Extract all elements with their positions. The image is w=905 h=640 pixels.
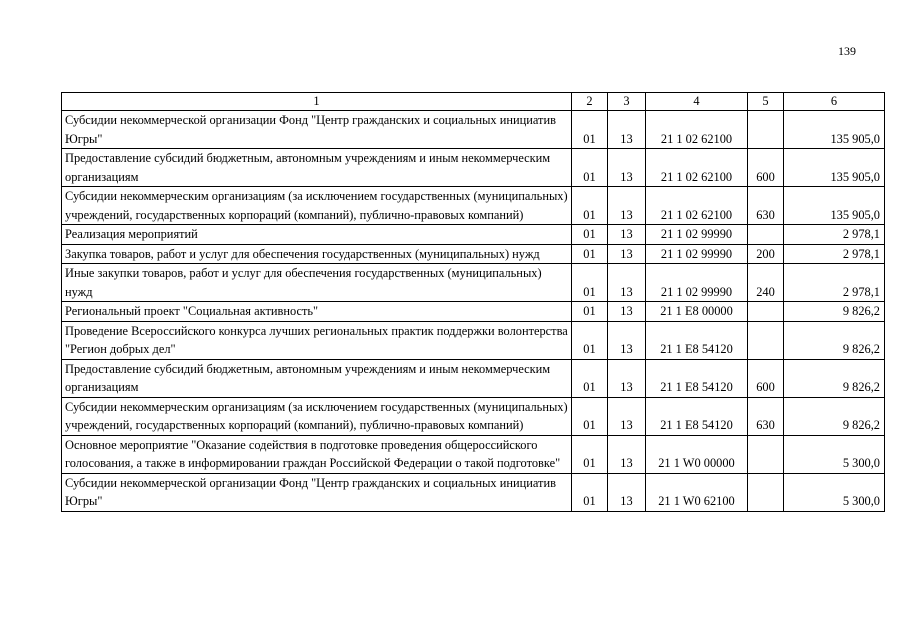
row-subsection-cell: 13 xyxy=(608,149,646,187)
header-cell-amount: 6 xyxy=(784,93,885,111)
row-subsection-cell: 13 xyxy=(608,435,646,473)
header-cell-section: 2 xyxy=(572,93,608,111)
table-row xyxy=(62,225,885,245)
table-header-row xyxy=(62,93,885,111)
row-expense-type-cell: 600 xyxy=(748,149,784,187)
row-name-cell: Субсидии некоммерческой организации Фонд "Центр гражданских и социальных инициатив Югры" xyxy=(62,111,572,149)
row-target-article-cell: 21 1 W0 00000 xyxy=(646,435,748,473)
row-amount-cell: 9 826,2 xyxy=(784,302,885,322)
row-target-article-cell: 21 1 02 99990 xyxy=(646,244,748,264)
table-row xyxy=(62,149,885,187)
row-subsection-cell: 13 xyxy=(608,302,646,322)
row-subsection-cell: 13 xyxy=(608,187,646,225)
header-cell-name: 1 xyxy=(62,93,572,111)
table-row xyxy=(62,473,885,511)
row-section-cell: 01 xyxy=(572,321,608,359)
row-section-cell: 01 xyxy=(572,149,608,187)
row-section-cell: 01 xyxy=(572,302,608,322)
row-subsection-cell: 13 xyxy=(608,321,646,359)
row-amount-cell: 135 905,0 xyxy=(784,111,885,149)
row-expense-type-cell: 600 xyxy=(748,359,784,397)
row-subsection-cell: 13 xyxy=(608,359,646,397)
budget-table xyxy=(61,92,885,512)
row-expense-type-cell xyxy=(748,225,784,245)
row-amount-cell: 5 300,0 xyxy=(784,473,885,511)
row-expense-type-cell xyxy=(748,302,784,322)
row-amount-cell: 135 905,0 xyxy=(784,149,885,187)
row-name-cell: Субсидии некоммерческой организации Фонд "Центр гражданских и социальных инициатив Югры" xyxy=(62,473,572,511)
table-row xyxy=(62,264,885,302)
row-target-article-cell: 21 1 E8 54120 xyxy=(646,359,748,397)
table-row xyxy=(62,244,885,264)
row-name-cell: Проведение Всероссийского конкурса лучших региональных практик поддержки волонтерства "Регион добрых дел" xyxy=(62,321,572,359)
row-name-cell: Предоставление субсидий бюджетным, автономным учреждениям и иным некоммерческим организациям xyxy=(62,359,572,397)
row-subsection-cell: 13 xyxy=(608,264,646,302)
table-row xyxy=(62,111,885,149)
row-section-cell: 01 xyxy=(572,225,608,245)
row-subsection-cell: 13 xyxy=(608,473,646,511)
header-cell-subsection: 3 xyxy=(608,93,646,111)
row-expense-type-cell: 200 xyxy=(748,244,784,264)
row-section-cell: 01 xyxy=(572,244,608,264)
row-expense-type-cell: 630 xyxy=(748,397,784,435)
row-subsection-cell: 13 xyxy=(608,225,646,245)
row-target-article-cell: 21 1 02 99990 xyxy=(646,225,748,245)
row-section-cell: 01 xyxy=(572,111,608,149)
row-target-article-cell: 21 1 02 99990 xyxy=(646,264,748,302)
row-name-cell: Реализация мероприятий xyxy=(62,225,572,245)
row-section-cell: 01 xyxy=(572,359,608,397)
row-section-cell: 01 xyxy=(572,264,608,302)
row-section-cell: 01 xyxy=(572,397,608,435)
row-name-cell: Региональный проект "Социальная активность" xyxy=(62,302,572,322)
budget-table-body xyxy=(62,93,885,512)
row-amount-cell: 9 826,2 xyxy=(784,359,885,397)
row-target-article-cell: 21 1 E8 00000 xyxy=(646,302,748,322)
row-amount-cell: 135 905,0 xyxy=(784,187,885,225)
table-row xyxy=(62,435,885,473)
table-row xyxy=(62,359,885,397)
row-target-article-cell: 21 1 02 62100 xyxy=(646,111,748,149)
row-name-cell: Иные закупки товаров, работ и услуг для обеспечения государственных (муниципальных) нужд xyxy=(62,264,572,302)
row-subsection-cell: 13 xyxy=(608,244,646,264)
row-amount-cell: 9 826,2 xyxy=(784,321,885,359)
table-row xyxy=(62,302,885,322)
table-row xyxy=(62,187,885,225)
row-amount-cell: 9 826,2 xyxy=(784,397,885,435)
row-subsection-cell: 13 xyxy=(608,397,646,435)
row-section-cell: 01 xyxy=(572,187,608,225)
row-expense-type-cell xyxy=(748,435,784,473)
row-expense-type-cell: 630 xyxy=(748,187,784,225)
row-section-cell: 01 xyxy=(572,435,608,473)
row-target-article-cell: 21 1 02 62100 xyxy=(646,187,748,225)
header-cell-expense-type: 5 xyxy=(748,93,784,111)
row-name-cell: Субсидии некоммерческим организациям (за исключением государственных (муниципальных) учреждений, государственных корпораций (компаний), публично-правовых компаний) xyxy=(62,397,572,435)
table-row xyxy=(62,321,885,359)
row-amount-cell: 5 300,0 xyxy=(784,435,885,473)
row-expense-type-cell xyxy=(748,473,784,511)
table-row xyxy=(62,397,885,435)
row-expense-type-cell xyxy=(748,111,784,149)
row-name-cell: Закупка товаров, работ и услуг для обеспечения государственных (муниципальных) нужд xyxy=(62,244,572,264)
row-name-cell: Предоставление субсидий бюджетным, автономным учреждениям и иным некоммерческим организациям xyxy=(62,149,572,187)
row-expense-type-cell xyxy=(748,321,784,359)
row-expense-type-cell: 240 xyxy=(748,264,784,302)
row-target-article-cell: 21 1 W0 62100 xyxy=(646,473,748,511)
row-amount-cell: 2 978,1 xyxy=(784,244,885,264)
row-target-article-cell: 21 1 E8 54120 xyxy=(646,397,748,435)
row-section-cell: 01 xyxy=(572,473,608,511)
row-target-article-cell: 21 1 E8 54120 xyxy=(646,321,748,359)
page-number: 139 xyxy=(838,44,856,58)
row-name-cell: Основное мероприятие "Оказание содействия в подготовке проведения общероссийского голосования, а также в информировании граждан Российской Федерации о такой подготовке" xyxy=(62,435,572,473)
row-amount-cell: 2 978,1 xyxy=(784,225,885,245)
row-amount-cell: 2 978,1 xyxy=(784,264,885,302)
row-subsection-cell: 13 xyxy=(608,111,646,149)
row-name-cell: Субсидии некоммерческим организациям (за исключением государственных (муниципальных) учреждений, государственных корпораций (компаний), публично-правовых компаний) xyxy=(62,187,572,225)
header-cell-target-article: 4 xyxy=(646,93,748,111)
row-target-article-cell: 21 1 02 62100 xyxy=(646,149,748,187)
